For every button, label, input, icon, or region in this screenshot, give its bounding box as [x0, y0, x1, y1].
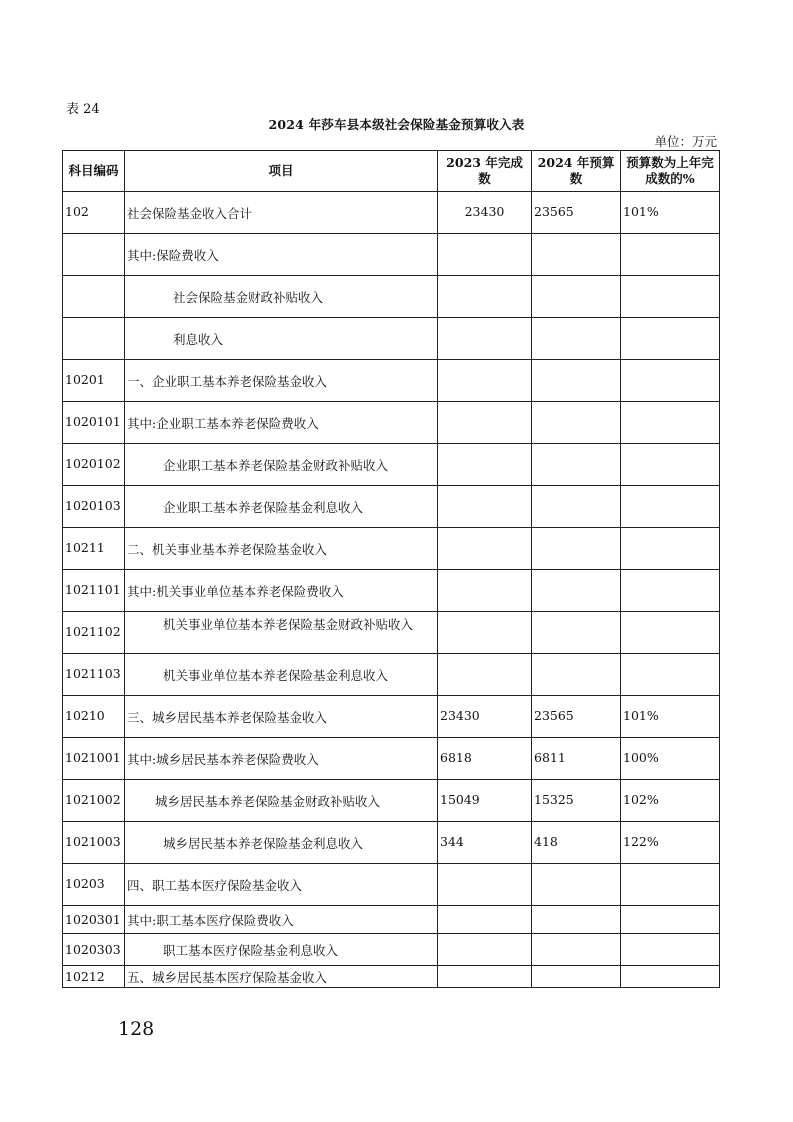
header-done-2023: 2023 年完成数 — [438, 151, 532, 192]
table-row — [63, 402, 720, 444]
item-cell: 社会保险基金财政补贴收入 — [125, 276, 438, 318]
done-2023-cell — [438, 906, 532, 934]
header-ratio: 预算数为上年完成数的% — [621, 151, 720, 192]
item-cell: 其中:机关事业单位基本养老保险费收入 — [125, 570, 438, 612]
budget-2024-cell — [532, 234, 621, 276]
done-2023-cell: 15049 — [438, 780, 532, 822]
table-row — [63, 318, 720, 360]
item-cell: 其中:保险费收入 — [125, 234, 438, 276]
code-cell: 1021003 — [63, 822, 125, 864]
code-cell: 1020103 — [63, 486, 125, 528]
budget-2024-cell: 15325 — [532, 780, 621, 822]
budget-2024-cell — [532, 444, 621, 486]
done-2023-cell: 6818 — [438, 738, 532, 780]
table-row — [63, 696, 720, 738]
table-row — [63, 864, 720, 906]
budget-2024-cell: 418 — [532, 822, 621, 864]
table-row — [63, 276, 720, 318]
ratio-cell — [621, 276, 720, 318]
table-row — [63, 234, 720, 276]
table-row — [63, 654, 720, 696]
header-code: 科目编码 — [63, 151, 125, 192]
budget-2024-cell — [532, 864, 621, 906]
item-cell: 四、职工基本医疗保险基金收入 — [125, 864, 438, 906]
ratio-cell: 102% — [621, 780, 720, 822]
done-2023-cell — [438, 966, 532, 988]
code-cell — [63, 318, 125, 360]
ratio-cell: 100% — [621, 738, 720, 780]
ratio-cell — [621, 864, 720, 906]
code-cell: 10212 — [63, 966, 125, 988]
done-2023-cell — [438, 444, 532, 486]
budget-2024-cell — [532, 528, 621, 570]
table-row — [63, 780, 720, 822]
item-cell: 机关事业单位基本养老保险基金财政补贴收入 — [125, 612, 438, 654]
unit-label: 单位：万元 — [654, 134, 717, 149]
done-2023-cell — [438, 612, 532, 654]
code-cell: 10203 — [63, 864, 125, 906]
ratio-cell — [621, 612, 720, 654]
header-item: 项目 — [125, 151, 438, 192]
ratio-cell — [621, 966, 720, 988]
table-row — [63, 528, 720, 570]
done-2023-cell: 344 — [438, 822, 532, 864]
budget-2024-cell — [532, 402, 621, 444]
item-cell: 三、城乡居民基本养老保险基金收入 — [125, 696, 438, 738]
budget-table — [62, 150, 720, 988]
done-2023-cell — [438, 276, 532, 318]
code-cell — [63, 276, 125, 318]
budget-2024-cell — [532, 934, 621, 966]
code-cell: 1020102 — [63, 444, 125, 486]
budget-2024-cell — [532, 906, 621, 934]
item-cell: 企业职工基本养老保险基金利息收入 — [125, 486, 438, 528]
table-row — [63, 570, 720, 612]
code-cell: 1021102 — [63, 612, 125, 654]
code-cell: 10210 — [63, 696, 125, 738]
ratio-cell — [621, 486, 720, 528]
ratio-cell — [621, 318, 720, 360]
item-cell: 机关事业单位基本养老保险基金利息收入 — [125, 654, 438, 696]
budget-2024-cell — [532, 486, 621, 528]
done-2023-cell — [438, 360, 532, 402]
table-row — [63, 906, 720, 934]
budget-2024-cell — [532, 966, 621, 988]
item-cell: 城乡居民基本养老保险基金利息收入 — [125, 822, 438, 864]
code-cell: 1021001 — [63, 738, 125, 780]
item-cell: 其中:企业职工基本养老保险费收入 — [125, 402, 438, 444]
item-cell: 企业职工基本养老保险基金财政补贴收入 — [125, 444, 438, 486]
code-cell: 1021101 — [63, 570, 125, 612]
code-cell: 1021002 — [63, 780, 125, 822]
table-row — [63, 486, 720, 528]
done-2023-cell — [438, 318, 532, 360]
done-2023-cell: 23430 — [438, 696, 532, 738]
ratio-cell: 122% — [621, 822, 720, 864]
item-cell: 职工基本医疗保险基金利息收入 — [125, 934, 438, 966]
done-2023-cell — [438, 934, 532, 966]
page-number: 128 — [118, 1018, 155, 1040]
budget-2024-cell — [532, 360, 621, 402]
item-cell: 利息收入 — [125, 318, 438, 360]
ratio-cell — [621, 528, 720, 570]
budget-2024-cell: 6811 — [532, 738, 621, 780]
table-row — [63, 738, 720, 780]
ratio-cell — [621, 934, 720, 966]
item-cell: 二、机关事业基本养老保险基金收入 — [125, 528, 438, 570]
done-2023-cell — [438, 402, 532, 444]
ratio-cell — [621, 654, 720, 696]
table-row — [63, 360, 720, 402]
table-row — [63, 822, 720, 864]
code-cell: 1020101 — [63, 402, 125, 444]
budget-2024-cell — [532, 612, 621, 654]
table-row — [63, 934, 720, 966]
done-2023-cell — [438, 234, 532, 276]
ratio-cell — [621, 906, 720, 934]
done-2023-cell — [438, 654, 532, 696]
item-cell: 五、城乡居民基本医疗保险基金收入 — [125, 966, 438, 988]
item-cell: 社会保险基金收入合计 — [125, 192, 438, 234]
code-cell: 10201 — [63, 360, 125, 402]
done-2023-cell — [438, 864, 532, 906]
budget-2024-cell — [532, 318, 621, 360]
ratio-cell — [621, 570, 720, 612]
ratio-cell — [621, 360, 720, 402]
code-cell: 1020303 — [63, 934, 125, 966]
done-2023-cell — [438, 486, 532, 528]
item-cell: 其中:城乡居民基本养老保险费收入 — [125, 738, 438, 780]
table-row — [63, 612, 720, 654]
budget-2024-cell — [532, 276, 621, 318]
budget-2024-cell: 23565 — [532, 696, 621, 738]
code-cell — [63, 234, 125, 276]
ratio-cell: 101% — [621, 696, 720, 738]
code-cell: 102 — [63, 192, 125, 234]
done-2023-cell: 23430 — [438, 192, 532, 234]
table-header-row — [63, 151, 720, 192]
table-row — [63, 444, 720, 486]
table-row — [63, 192, 720, 234]
page-title: 2024 年莎车县本级社会保险基金预算收入表 — [268, 117, 525, 132]
ratio-cell — [621, 402, 720, 444]
table-row — [63, 966, 720, 988]
ratio-cell: 101% — [621, 192, 720, 234]
done-2023-cell — [438, 570, 532, 612]
header-budget-2024: 2024 年预算数 — [532, 151, 621, 192]
budget-2024-cell — [532, 570, 621, 612]
table-label: 表 24 — [66, 102, 100, 117]
code-cell: 1020301 — [63, 906, 125, 934]
budget-2024-cell: 23565 — [532, 192, 621, 234]
item-cell: 其中:职工基本医疗保险费收入 — [125, 906, 438, 934]
ratio-cell — [621, 444, 720, 486]
item-cell: 一、企业职工基本养老保险基金收入 — [125, 360, 438, 402]
code-cell: 10211 — [63, 528, 125, 570]
item-cell: 城乡居民基本养老保险基金财政补贴收入 — [125, 780, 438, 822]
budget-2024-cell — [532, 654, 621, 696]
code-cell: 1021103 — [63, 654, 125, 696]
ratio-cell — [621, 234, 720, 276]
done-2023-cell — [438, 528, 532, 570]
